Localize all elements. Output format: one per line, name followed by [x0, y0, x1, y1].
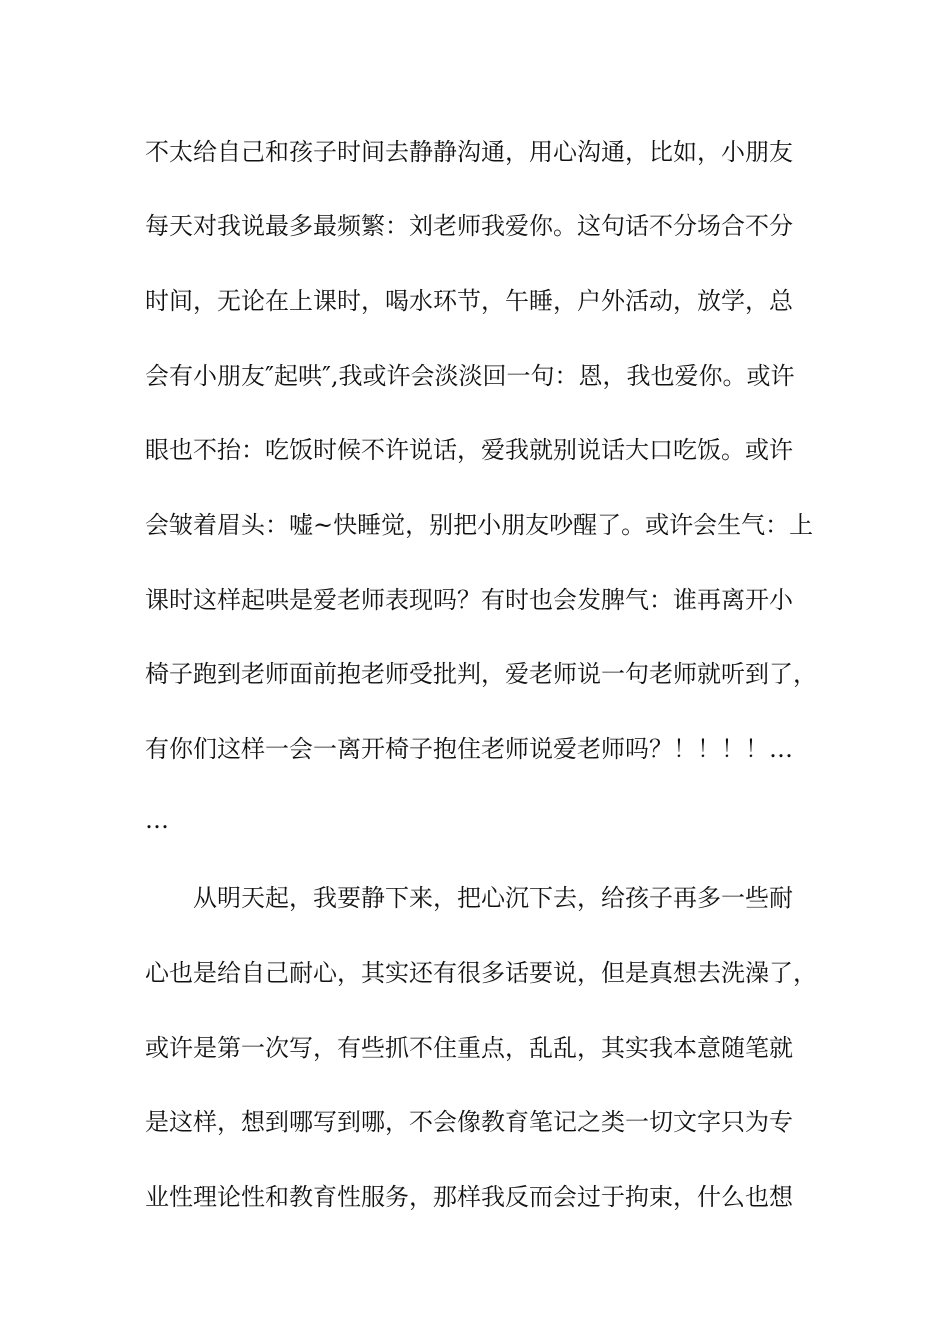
- text-line: 心也是给自己耐心，其实还有很多话要说，但是真想去洗澡了，: [145, 959, 817, 987]
- text-line: 或许是第一次写，有些抓不住重点，乱乱，其实我本意随笔就: [145, 1034, 793, 1062]
- text-line: 不太给自己和孩子时间去静静沟通，用心沟通，比如，小朋友: [145, 138, 793, 166]
- text-line: 椅子跑到老师面前抱老师受批判，爱老师说一句老师就听到了，: [145, 660, 817, 688]
- text-line: 时间，无论在上课时，喝水环节，午睡，户外活动，放学，总: [145, 287, 793, 315]
- text-line: 有你们这样一会一离开椅子抱住老师说爱老师吗？！！！！…: [145, 735, 793, 763]
- text-line: 是这样，想到哪写到哪，不会像教育笔记之类一切文字只为专: [145, 1108, 793, 1136]
- text-line: 会皱着眉头：嘘~快睡觉，别把小朋友吵醒了。或许会生气：上: [145, 511, 814, 539]
- text-line: 眼也不抬：吃饭时候不许说话，爱我就别说话大口吃饭。或许: [145, 436, 793, 464]
- text-line: 会有小朋友″起哄″,我或许会淡淡回一句：恩，我也爱你。或许: [145, 362, 795, 390]
- text-line: …: [145, 806, 169, 834]
- text-line: 每天对我说最多最频繁：刘老师我爱你。这句话不分场合不分: [145, 212, 793, 240]
- text-line: 课时这样起哄是爱老师表现吗？有时也会发脾气：谁再离开小: [145, 586, 793, 614]
- text-line: 业性理论性和教育性服务，那样我反而会过于拘束，什么也想: [145, 1183, 793, 1211]
- text-line: 从明天起，我要静下来，把心沉下去，给孩子再多一些耐: [193, 884, 793, 912]
